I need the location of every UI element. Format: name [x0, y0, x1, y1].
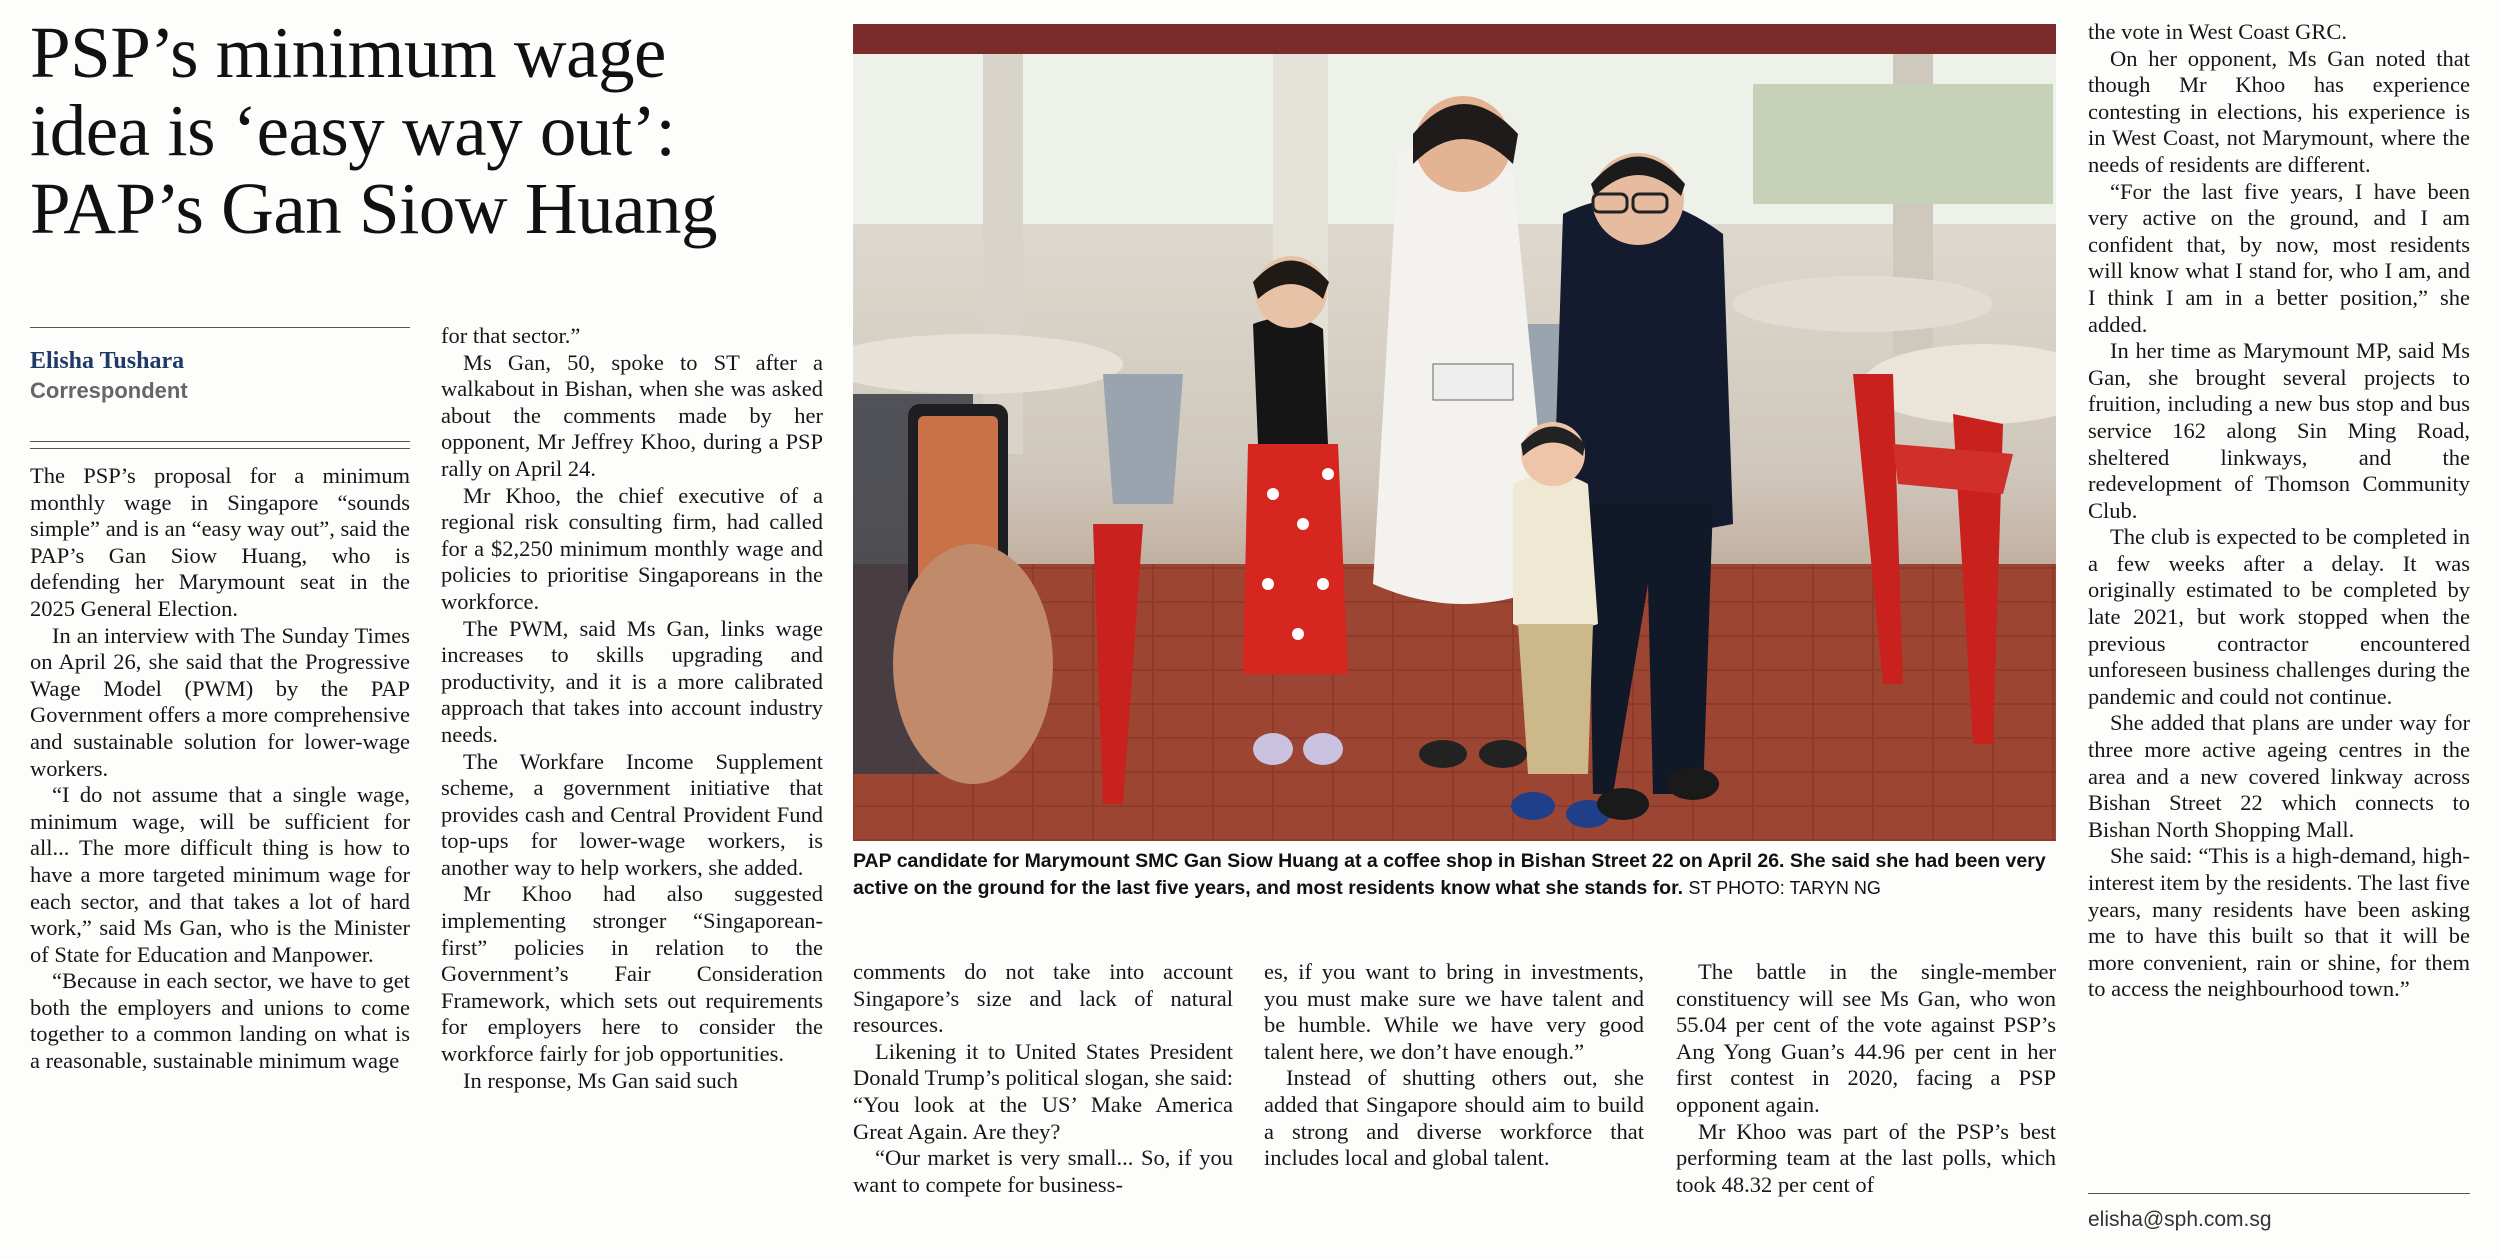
paragraph: “I do not assume that a single wage, minimum wage, will be sufficient for all... The more difficult thing is how to have a more targeted minimum wage for each sector, and that takes a lot of hard work,” said Ms Gan, who is the Minister of State for Education and Manpower. — [30, 782, 410, 967]
paragraph: es, if you want to bring in investments, you must make sure we have talent and be humble. While we have very good talent here, we don’t have enough.” — [1264, 959, 1644, 1064]
paragraph: Instead of shutting others out, she added that Singapore should aim to build a strong and diverse workforce that includes local and global talent. — [1264, 1065, 1644, 1171]
paragraph: Mr Khoo had also suggested implementing stronger “Singaporean-first” policies in relation to the Government’s Fair Consideration Framework, which sets out requirements for employers here to consider the workforce fairly for job opportunities. — [441, 881, 823, 1067]
paragraph: the vote in West Coast GRC. — [2088, 19, 2348, 44]
paragraph: for that sector.” — [441, 323, 581, 348]
headline: PSP’s minimum wage idea is ‘easy way out’: PAP’s Gan Siow Huang — [30, 12, 717, 249]
article-column-4 — [1264, 959, 1644, 1172]
paragraph: comments do not take into account Singapore’s size and lack of natural resources. — [853, 959, 1233, 1038]
paragraph: She said: “This is a high-demand, high-interest item by the residents. The last five years, many residents have been asking me to have this built so that it will be more convenient, rain or shine, for them to access the neighbourhood town.” — [2088, 843, 2470, 1002]
paragraph: Mr Khoo, the chief executive of a regional risk consulting firm, had called for a $2,250 minimum monthly wage and policies to prioritise Singaporeans in the workforce. — [441, 482, 823, 614]
paragraph: Likening it to United States President Donald Trump’s political slogan, she said: “You look at the US’ Make America Great Again. Are they? — [853, 1038, 1233, 1144]
article-column-5 — [1676, 959, 2056, 1198]
paragraph: The Workfare Income Supplement scheme, a government initiative that provides cash and Central Provident Fund top-ups for lower-wage workers, is another way to help workers, she added. — [441, 748, 823, 880]
paragraph: “Because in each sector, we have to get both the employers and unions to come together to a common landing on what is a reasonable, sustainable minimum wage — [30, 968, 410, 1074]
caption-text: PAP candidate for Marymount SMC Gan Siow Huang at a coffee shop in Bishan Street 22 on April 26. She said she had been very active on the ground for the last five years, and most residents know what she stands for. — [853, 850, 2046, 899]
paragraph: She added that plans are under way for three more active ageing centres in the area and a new covered linkway across Bishan Street 22 which connects to Bishan North Shopping Mall. — [2088, 710, 2470, 842]
photo-caption — [853, 848, 2063, 902]
paragraph: “Our market is very small... So, if you want to compete for business- — [853, 1145, 1233, 1197]
paragraph: Ms Gan, 50, spoke to ST after a walkabout in Bishan, when she was asked about the comments made by her opponent, Mr Jeffrey Khoo, during a PSP rally on April 24. — [441, 349, 823, 481]
article-column-6 — [2088, 19, 2470, 1003]
article-column-2 — [441, 323, 823, 1094]
paragraph: The PWM, said Ms Gan, links wage increases to skills upgrading and productivity, and it is a more calibrated approach that takes into account industry needs. — [441, 615, 823, 747]
paragraph: “For the last five years, I have been very active on the ground, and I am confident that, by now, most residents will know what I stand for, who I am, and I think I am in a better position,” she added. — [2088, 178, 2470, 337]
paragraph: In her time as Marymount MP, said Ms Gan, she brought several projects to fruition, including a new bus stop and bus service 162 along Sin Ming Road, sheltered linkways, and the redevelopment of Thomson Community Club. — [2088, 338, 2470, 523]
author-email[interactable]: elisha@sph.com.sg — [2088, 1208, 2272, 1231]
end-rule — [2088, 1193, 2470, 1194]
byline-bottom-rule — [30, 441, 410, 442]
article-photo — [853, 24, 2056, 841]
byline-role: Correspondent — [30, 378, 188, 403]
byline-top-rule — [30, 327, 410, 328]
photo-credit: ST PHOTO: TARYN NG — [1688, 878, 1881, 898]
paragraph: In an interview with The Sunday Times on April 26, she said that the Progressive Wage Model (PWM) by the PAP Government offers a more comprehensive and sustainable solution for lower-wage workers. — [30, 622, 410, 781]
paragraph: In response, Ms Gan said such — [463, 1067, 738, 1093]
article-column-1 — [30, 463, 410, 1075]
byline-name: Elisha Tushara — [30, 348, 185, 374]
article-column-3 — [853, 959, 1233, 1198]
paragraph: The PSP’s proposal for a minimum monthly wage in Singapore “sounds simple” and is an “easy way out”, said the PAP’s Gan Siow Huang, who is defending her Marymount seat in the 2025 General Election. — [30, 463, 410, 621]
paragraph: The battle in the single-member constituency will see Ms Gan, who won 55.04 per cent of the vote against PSP’s Ang Yong Guan’s 44.96 per cent in her first contest in 2020, facing a PSP opponent again. — [1676, 959, 2056, 1117]
paragraph: Mr Khoo was part of the PSP’s best performing team at the last polls, which took 48.32 per cent of — [1676, 1118, 2056, 1197]
byline-bottom-rule-2 — [30, 448, 410, 449]
paragraph: The club is expected to be completed in a few weeks after a delay. It was originally estimated to be completed by late 2021, but work stopped when the previous contractor encountered unforeseen business challenges during the pandemic and could not continue. — [2088, 524, 2470, 709]
paragraph: On her opponent, Ms Gan noted that though Mr Khoo has experience contesting in elections, his experience is in West Coast, not Marymount, where the needs of residents are different. — [2088, 45, 2470, 177]
